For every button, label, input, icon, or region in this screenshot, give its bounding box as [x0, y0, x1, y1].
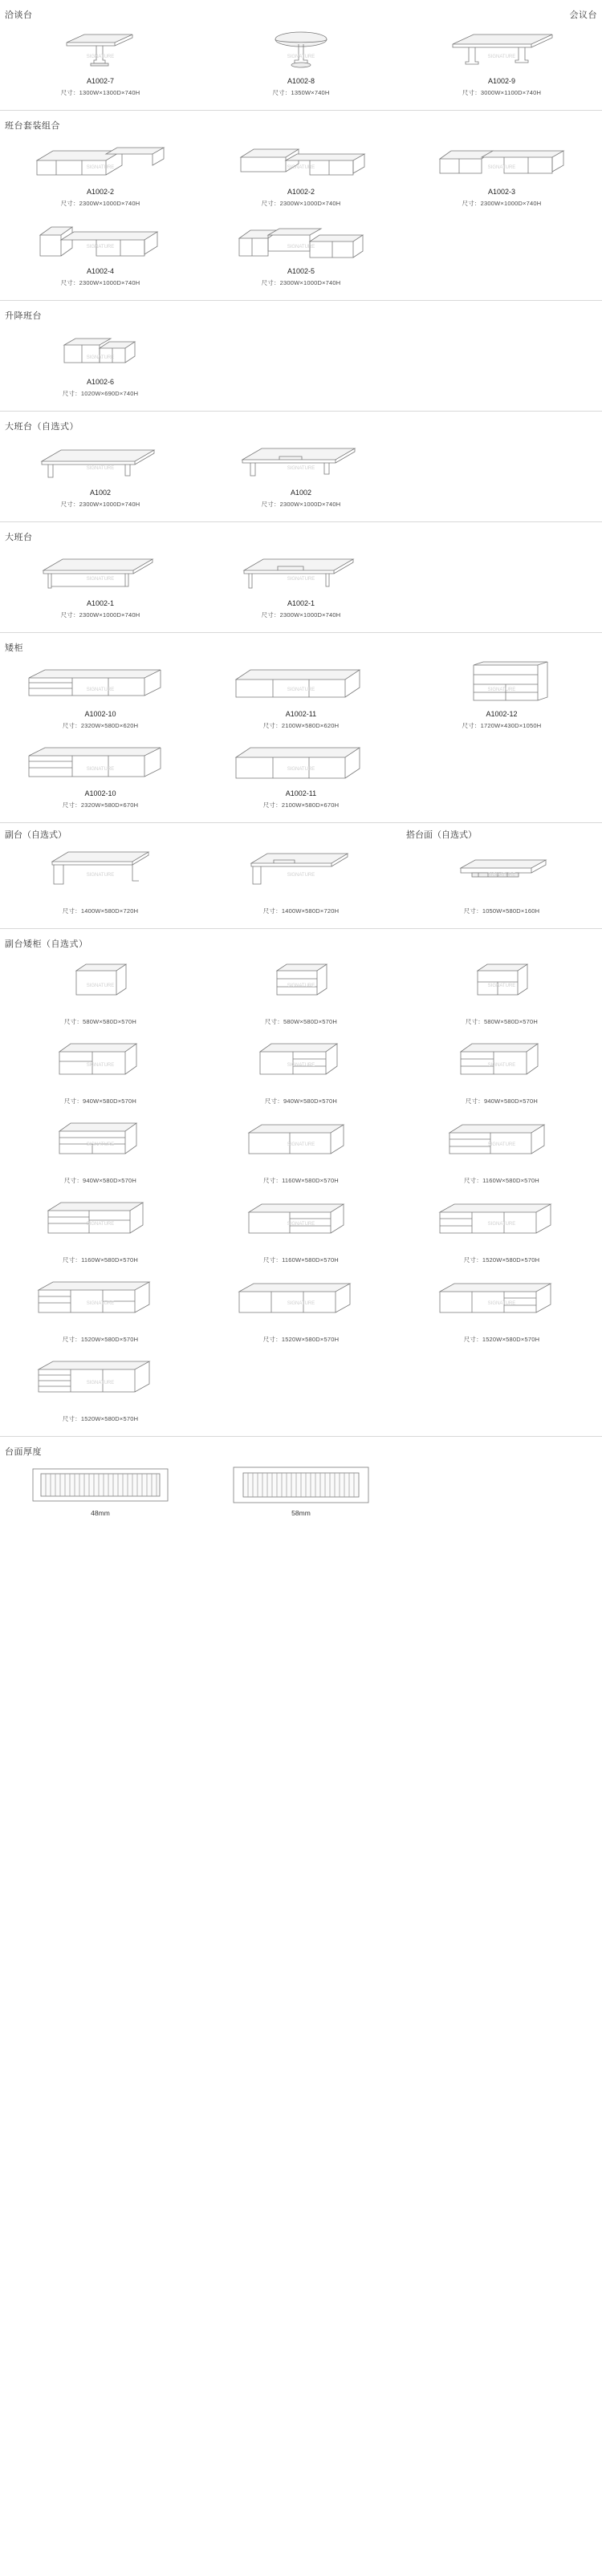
product-thumbnail: [204, 548, 398, 598]
product-dimension: 尺寸：580W×580D×570H: [63, 1018, 137, 1025]
product-thumbnail: [405, 1272, 599, 1322]
product-cell[interactable]: [201, 213, 401, 292]
product-thumbnail: [204, 1272, 398, 1322]
watermark: SIGNATURE: [86, 355, 115, 360]
thickness-label: 58mm: [291, 1509, 311, 1517]
product-thumbnail: [3, 659, 197, 708]
product-dimension: 尺寸：1350W×740H: [272, 89, 330, 96]
product-dimension: 尺寸：2300W×1000D×740H: [60, 279, 140, 286]
section-header: [0, 527, 602, 545]
product-dimension: 尺寸：1050W×580D×160H: [463, 907, 540, 915]
thickness-item[interactable]: [0, 1464, 201, 1517]
product-thumbnail: [204, 437, 398, 487]
watermark: SIGNATURE: [287, 687, 315, 692]
section-exec-desk: [0, 522, 602, 633]
section-spacer: [201, 828, 401, 841]
section-exec-desk-optional: [0, 412, 602, 522]
product-cell[interactable]: [201, 655, 401, 735]
product-code: A1002-1: [287, 599, 315, 607]
watermark: SIGNATURE: [86, 576, 115, 582]
product-dimension: 尺寸：1160W×580D×570H: [263, 1256, 339, 1264]
product-cell[interactable]: [401, 1190, 602, 1269]
product-code: A1002-1: [86, 599, 114, 607]
product-thumbnail: [3, 1034, 197, 1084]
watermark: SIGNATURE: [287, 1221, 315, 1227]
product-thumbnail: [204, 1034, 398, 1084]
section-title: 矮柜: [5, 643, 23, 653]
product-dimension: 尺寸：1520W×580D×570H: [62, 1336, 139, 1343]
product-grid: [0, 841, 602, 920]
product-dimension: 尺寸：580W×580D×570H: [264, 1018, 338, 1025]
product-cell[interactable]: [0, 434, 201, 513]
product-cell[interactable]: [0, 1349, 201, 1428]
watermark: SIGNATURE: [487, 1221, 516, 1227]
watermark: SIGNATURE: [287, 164, 315, 170]
product-cell[interactable]: [401, 951, 602, 1031]
watermark: SIGNATURE: [487, 1300, 516, 1306]
watermark: SIGNATURE: [86, 687, 115, 692]
section-header: [0, 1442, 602, 1459]
watermark: SIGNATURE: [86, 766, 115, 772]
product-cell[interactable]: [0, 1110, 201, 1190]
product-dimension: 尺寸：1520W×580D×570H: [262, 1336, 340, 1343]
section-title-secondary: 搭台面（自选式）: [406, 830, 477, 840]
section-title: 大班台: [5, 533, 33, 542]
product-cell[interactable]: [201, 951, 401, 1031]
product-thumbnail: [3, 1193, 197, 1243]
section-title: 洽谈台: [5, 10, 33, 20]
product-cell[interactable]: [0, 213, 201, 292]
watermark: SIGNATURE: [487, 1142, 516, 1147]
product-dimension: 尺寸：3000W×1100D×740H: [462, 89, 542, 96]
product-grid: [0, 655, 602, 814]
product-thumbnail: [3, 136, 197, 186]
product-cell[interactable]: [201, 22, 401, 102]
watermark: SIGNATURE: [86, 54, 115, 59]
product-dimension: 尺寸：2300W×1000D×740H: [261, 279, 341, 286]
product-cell[interactable]: [401, 1031, 602, 1110]
product-cell[interactable]: [0, 655, 201, 735]
product-dimension: 尺寸：1400W×580D×720H: [262, 907, 340, 915]
product-dimension: 尺寸：2100W×580D×620H: [262, 722, 340, 729]
product-cell[interactable]: [201, 1031, 401, 1110]
watermark: SIGNATURE: [86, 872, 115, 878]
product-thumbnail: [405, 955, 599, 1004]
product-code: A1002: [89, 489, 111, 497]
section-title: 升降班台: [5, 311, 42, 321]
product-cell[interactable]: [401, 655, 602, 735]
section-header: [0, 828, 602, 841]
product-code: A1002-10: [84, 710, 116, 718]
product-cell[interactable]: [0, 1269, 201, 1349]
product-thumbnail: [3, 327, 197, 376]
product-code: A1002-2: [287, 188, 315, 196]
section-header: [0, 5, 602, 22]
product-dimension: 尺寸：1160W×580D×570H: [263, 1177, 339, 1184]
product-dimension: 尺寸：2300W×1000D×740H: [60, 200, 140, 207]
product-thumbnail: [3, 1272, 197, 1322]
product-dimension: 尺寸：2320W×580D×670H: [62, 801, 139, 809]
section-desk-combo: [0, 111, 602, 301]
section-tan-tan-tai: [0, 0, 602, 111]
watermark: SIGNATURE: [287, 465, 315, 471]
product-dimension: 尺寸：1160W×580D×570H: [463, 1177, 539, 1184]
watermark: SIGNATURE: [86, 1142, 115, 1147]
product-cell[interactable]: [201, 841, 401, 920]
product-thumbnail: [405, 1193, 599, 1243]
product-thumbnail: [405, 1034, 599, 1084]
product-cell[interactable]: [0, 133, 201, 213]
product-dimension: 尺寸：1020W×690D×740H: [62, 390, 139, 397]
watermark: SIGNATURE: [86, 465, 115, 471]
watermark: SIGNATURE: [86, 1380, 115, 1385]
watermark: SIGNATURE: [287, 1300, 315, 1306]
section-side-desk: [0, 823, 602, 929]
product-cell[interactable]: [201, 133, 401, 213]
product-cell[interactable]: [401, 1110, 602, 1190]
product-cell[interactable]: [201, 545, 401, 624]
product-thumbnail: [405, 659, 599, 708]
product-thumbnail: [204, 659, 398, 708]
watermark: SIGNATURE: [487, 54, 516, 59]
product-cell[interactable]: [401, 133, 602, 213]
watermark: SIGNATURE: [86, 1062, 115, 1068]
product-dimension: 尺寸：2300W×1000D×740H: [60, 611, 140, 619]
watermark: SIGNATURE: [487, 687, 516, 692]
product-cell[interactable]: [201, 1269, 401, 1349]
product-grid: [0, 951, 602, 1428]
product-thumbnail: [405, 136, 599, 186]
product-cell[interactable]: [0, 1190, 201, 1269]
product-cell[interactable]: [0, 841, 201, 920]
product-cell[interactable]: [0, 951, 201, 1031]
product-code: A1002-11: [285, 789, 317, 797]
watermark: SIGNATURE: [86, 983, 115, 988]
product-thumbnail: [204, 136, 398, 186]
product-code: A1002-4: [86, 267, 114, 275]
watermark: SIGNATURE: [287, 872, 315, 878]
watermark: SIGNATURE: [487, 872, 516, 878]
section-header: [0, 934, 602, 951]
product-code: A1002-6: [86, 378, 114, 386]
watermark: SIGNATURE: [287, 1142, 315, 1147]
watermark: SIGNATURE: [487, 983, 516, 988]
section-side-cabinet: [0, 929, 602, 1437]
watermark: SIGNATURE: [287, 244, 315, 249]
product-dimension: 尺寸：1300W×1300D×740H: [60, 89, 140, 96]
section-title: 副台矮柜（自选式）: [5, 939, 88, 949]
product-cell[interactable]: [0, 22, 201, 102]
product-thumbnail: [405, 844, 599, 894]
product-grid: [0, 545, 602, 624]
product-dimension: 尺寸：2100W×580D×670H: [262, 801, 340, 809]
product-thumbnail: [3, 548, 197, 598]
product-code: A1002-7: [86, 77, 114, 85]
watermark: SIGNATURE: [86, 1221, 115, 1227]
product-dimension: 尺寸：940W×580D×570H: [465, 1097, 539, 1105]
product-cell[interactable]: [0, 735, 201, 814]
product-cell[interactable]: [201, 1190, 401, 1269]
product-cell[interactable]: [401, 841, 602, 920]
slab-58-diagram: [229, 1464, 373, 1506]
watermark: SIGNATURE: [86, 164, 115, 170]
product-thumbnail: [204, 955, 398, 1004]
section-low-cabinet: [0, 633, 602, 823]
thickness-placeholder: [401, 1464, 602, 1517]
section-title: 大班台（自选式）: [5, 422, 79, 432]
section-title: 副台（自选式）: [5, 830, 67, 840]
section-header: [0, 638, 602, 655]
product-dimension: 尺寸：940W×580D×570H: [264, 1097, 338, 1105]
watermark: SIGNATURE: [287, 766, 315, 772]
product-code: A1002-3: [487, 188, 515, 196]
product-cell[interactable]: [0, 323, 201, 403]
product-thumbnail: [3, 1114, 197, 1163]
section-header: [0, 306, 602, 323]
product-code: A1002-5: [287, 267, 315, 275]
product-dimension: 尺寸：940W×580D×570H: [63, 1177, 137, 1184]
product-code: A1002-8: [287, 77, 315, 85]
section-header: [0, 116, 602, 133]
product-thumbnail: [204, 1114, 398, 1163]
product-cell[interactable]: [401, 1269, 602, 1349]
section-header: [0, 416, 602, 434]
product-dimension: 尺寸：1160W×580D×570H: [63, 1256, 138, 1264]
watermark: SIGNATURE: [287, 983, 315, 988]
product-thumbnail: [3, 437, 197, 487]
section-title: 班台套装组合: [5, 121, 60, 131]
product-cell[interactable]: [0, 1031, 201, 1110]
product-cell[interactable]: [401, 22, 602, 102]
product-dimension: 尺寸：2320W×580D×620H: [62, 722, 139, 729]
product-dimension: 尺寸：2300W×1000D×740H: [261, 501, 341, 508]
product-cell[interactable]: [201, 735, 401, 814]
product-cell[interactable]: [201, 434, 401, 513]
product-code: A1002-11: [285, 710, 317, 718]
thickness-item[interactable]: [201, 1464, 401, 1517]
product-dimension: 尺寸：2300W×1000D×740H: [261, 611, 341, 619]
thickness-grid: [0, 1459, 602, 1519]
watermark: SIGNATURE: [287, 576, 315, 582]
product-grid: [0, 22, 602, 102]
product-code: A1002-9: [487, 77, 515, 85]
product-cell[interactable]: [0, 545, 201, 624]
product-dimension: 尺寸：2300W×1000D×740H: [261, 200, 341, 207]
product-dimension: 尺寸：1720W×430D×1050H: [462, 722, 542, 729]
product-thumbnail: [204, 26, 398, 75]
watermark: SIGNATURE: [487, 164, 516, 170]
product-code: A1002-2: [86, 188, 114, 196]
product-cell[interactable]: [201, 1110, 401, 1190]
product-thumbnail: [405, 26, 599, 75]
watermark: SIGNATURE: [86, 1300, 115, 1306]
product-thumbnail: [3, 955, 197, 1004]
product-code: A1002: [290, 489, 311, 497]
product-grid: [0, 133, 602, 292]
product-dimension: 尺寸：1520W×580D×570H: [62, 1415, 139, 1422]
product-thumbnail: [204, 216, 398, 266]
section-title-secondary: 会议台: [569, 10, 597, 20]
watermark: SIGNATURE: [287, 54, 315, 59]
product-thumbnail: [3, 844, 197, 894]
section-top-thickness: [0, 1437, 602, 1527]
product-thumbnail: [405, 1114, 599, 1163]
section-lift-desk: [0, 301, 602, 412]
section-title: 台面厚度: [5, 1447, 42, 1457]
watermark: SIGNATURE: [487, 1062, 516, 1068]
product-thumbnail: [3, 738, 197, 788]
product-dimension: 尺寸：940W×580D×570H: [63, 1097, 137, 1105]
product-thumbnail: [3, 1352, 197, 1402]
product-dimension: 尺寸：2300W×1000D×740H: [60, 501, 140, 508]
watermark: SIGNATURE: [86, 244, 115, 249]
product-dimension: 尺寸：1520W×580D×570H: [463, 1256, 540, 1264]
product-code: A1002-12: [486, 710, 518, 718]
product-dimension: 尺寸：1520W×580D×570H: [463, 1336, 540, 1343]
product-thumbnail: [3, 26, 197, 75]
product-grid: [0, 434, 602, 513]
product-thumbnail: [204, 844, 398, 894]
product-thumbnail: [3, 216, 197, 266]
product-thumbnail: [204, 1193, 398, 1243]
product-grid: [0, 323, 602, 403]
slab-48-diagram: [28, 1464, 173, 1506]
product-thumbnail: [204, 738, 398, 788]
product-code: A1002-10: [84, 789, 116, 797]
watermark: SIGNATURE: [287, 1062, 315, 1068]
product-dimension: 尺寸：2300W×1000D×740H: [462, 200, 542, 207]
product-dimension: 尺寸：1400W×580D×720H: [62, 907, 139, 915]
thickness-label: 48mm: [91, 1509, 110, 1517]
product-dimension: 尺寸：580W×580D×570H: [465, 1018, 539, 1025]
